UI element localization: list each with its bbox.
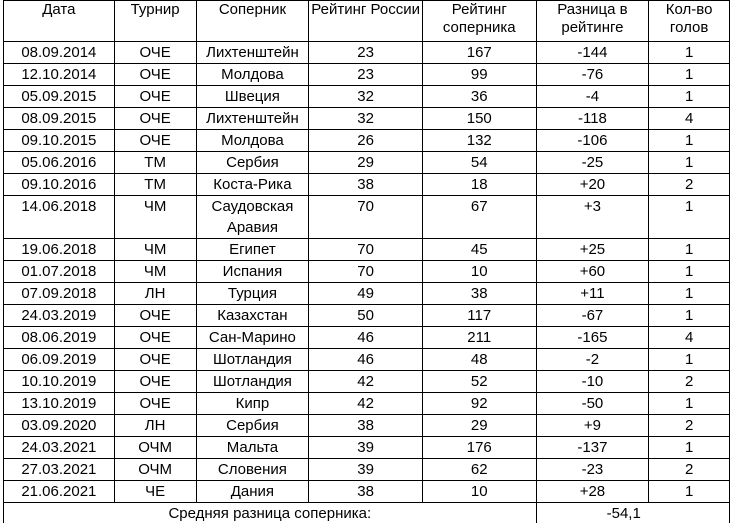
cell-opponent-rating: 10 bbox=[422, 481, 536, 503]
cell-date: 27.03.2021 bbox=[4, 459, 115, 481]
table-row bbox=[4, 174, 730, 196]
cell-rating-difference: -76 bbox=[536, 64, 649, 86]
table-row bbox=[4, 196, 730, 239]
table-row bbox=[4, 393, 730, 415]
cell-rating-difference: -144 bbox=[536, 42, 649, 64]
cell-tournament: ОЧЕ bbox=[114, 305, 196, 327]
cell-opponent-rating: 62 bbox=[422, 459, 536, 481]
cell-tournament: ЛН bbox=[114, 283, 196, 305]
cell-date: 01.07.2018 bbox=[4, 261, 115, 283]
table-row bbox=[4, 327, 730, 349]
cell-opponent: Молдова bbox=[196, 64, 309, 86]
cell-opponent: Лихтенштейн bbox=[196, 42, 309, 64]
cell-opponent: Молдова bbox=[196, 130, 309, 152]
cell-rating-difference: +20 bbox=[536, 174, 649, 196]
cell-russia-rating: 39 bbox=[309, 459, 423, 481]
cell-russia-rating: 39 bbox=[309, 437, 423, 459]
cell-goals: 1 bbox=[649, 130, 730, 152]
cell-tournament: ОЧМ bbox=[114, 459, 196, 481]
cell-goals: 1 bbox=[649, 86, 730, 108]
cell-tournament: ОЧЕ bbox=[114, 371, 196, 393]
table-row bbox=[4, 305, 730, 327]
cell-opponent: Египет bbox=[196, 239, 309, 261]
cell-russia-rating: 46 bbox=[309, 327, 423, 349]
cell-rating-difference: -137 bbox=[536, 437, 649, 459]
cell-rating-difference: -67 bbox=[536, 305, 649, 327]
cell-opponent: Сербия bbox=[196, 415, 309, 437]
table-row bbox=[4, 86, 730, 108]
table-row bbox=[4, 108, 730, 130]
cell-opponent: Сан-Марино bbox=[196, 327, 309, 349]
cell-date: 08.06.2019 bbox=[4, 327, 115, 349]
cell-tournament: ОЧЕ bbox=[114, 393, 196, 415]
cell-opponent-rating: 150 bbox=[422, 108, 536, 130]
cell-rating-difference: +3 bbox=[536, 196, 649, 239]
cell-russia-rating: 70 bbox=[309, 261, 423, 283]
cell-russia-rating: 70 bbox=[309, 196, 423, 239]
cell-goals: 1 bbox=[649, 437, 730, 459]
cell-russia-rating: 42 bbox=[309, 393, 423, 415]
cell-russia-rating: 38 bbox=[309, 174, 423, 196]
cell-tournament: ОЧЕ bbox=[114, 108, 196, 130]
cell-tournament: ОЧЕ bbox=[114, 42, 196, 64]
header-goals: Кол-во голов bbox=[649, 1, 730, 42]
cell-date: 03.09.2020 bbox=[4, 415, 115, 437]
cell-rating-difference: -10 bbox=[536, 371, 649, 393]
cell-rating-difference: +9 bbox=[536, 415, 649, 437]
match-table bbox=[3, 0, 730, 523]
cell-goals: 1 bbox=[649, 481, 730, 503]
table-row bbox=[4, 42, 730, 64]
cell-russia-rating: 42 bbox=[309, 371, 423, 393]
cell-opponent-rating: 36 bbox=[422, 86, 536, 108]
cell-date: 24.03.2021 bbox=[4, 437, 115, 459]
cell-rating-difference: +60 bbox=[536, 261, 649, 283]
cell-tournament: ОЧМ bbox=[114, 437, 196, 459]
cell-opponent: Шотландия bbox=[196, 371, 309, 393]
footer-label: Средняя разница соперника: bbox=[4, 503, 537, 523]
cell-goals: 1 bbox=[649, 349, 730, 371]
cell-rating-difference: -25 bbox=[536, 152, 649, 174]
cell-date: 14.06.2018 bbox=[4, 196, 115, 239]
cell-rating-difference: -118 bbox=[536, 108, 649, 130]
cell-rating-difference: -23 bbox=[536, 459, 649, 481]
table-row bbox=[4, 64, 730, 86]
cell-rating-difference: -106 bbox=[536, 130, 649, 152]
cell-date: 24.03.2019 bbox=[4, 305, 115, 327]
cell-opponent: Коста-Рика bbox=[196, 174, 309, 196]
cell-tournament: ОЧЕ bbox=[114, 130, 196, 152]
cell-goals: 4 bbox=[649, 327, 730, 349]
cell-date: 05.06.2016 bbox=[4, 152, 115, 174]
cell-opponent-rating: 117 bbox=[422, 305, 536, 327]
cell-opponent: Лихтенштейн bbox=[196, 108, 309, 130]
cell-opponent-rating: 211 bbox=[422, 327, 536, 349]
cell-goals: 2 bbox=[649, 459, 730, 481]
table-row bbox=[4, 349, 730, 371]
cell-opponent: Саудовская Аравия bbox=[196, 196, 309, 239]
cell-tournament: ЧМ bbox=[114, 196, 196, 239]
cell-goals: 1 bbox=[649, 152, 730, 174]
table-row bbox=[4, 481, 730, 503]
cell-tournament: ОЧЕ bbox=[114, 86, 196, 108]
cell-russia-rating: 29 bbox=[309, 152, 423, 174]
cell-date: 09.10.2016 bbox=[4, 174, 115, 196]
header-opponent: Соперник bbox=[196, 1, 309, 42]
cell-tournament: ОЧЕ bbox=[114, 64, 196, 86]
table-row bbox=[4, 283, 730, 305]
cell-russia-rating: 32 bbox=[309, 86, 423, 108]
table-row bbox=[4, 459, 730, 481]
cell-tournament: ОЧЕ bbox=[114, 349, 196, 371]
header-opponent-rating: Рейтинг соперника bbox=[422, 1, 536, 42]
cell-opponent: Мальта bbox=[196, 437, 309, 459]
cell-goals: 2 bbox=[649, 415, 730, 437]
cell-opponent-rating: 132 bbox=[422, 130, 536, 152]
cell-rating-difference: -165 bbox=[536, 327, 649, 349]
cell-date: 07.09.2018 bbox=[4, 283, 115, 305]
cell-opponent-rating: 18 bbox=[422, 174, 536, 196]
cell-opponent: Сербия bbox=[196, 152, 309, 174]
header-row bbox=[4, 1, 730, 42]
header-tournament: Турнир bbox=[114, 1, 196, 42]
cell-date: 12.10.2014 bbox=[4, 64, 115, 86]
cell-date: 08.09.2014 bbox=[4, 42, 115, 64]
cell-opponent: Дания bbox=[196, 481, 309, 503]
cell-tournament: ЧМ bbox=[114, 239, 196, 261]
cell-opponent-rating: 48 bbox=[422, 349, 536, 371]
table-row bbox=[4, 437, 730, 459]
cell-opponent: Казахстан bbox=[196, 305, 309, 327]
cell-tournament: ТМ bbox=[114, 174, 196, 196]
cell-date: 06.09.2019 bbox=[4, 349, 115, 371]
table-row bbox=[4, 239, 730, 261]
cell-opponent: Швеция bbox=[196, 86, 309, 108]
cell-opponent-rating: 99 bbox=[422, 64, 536, 86]
cell-russia-rating: 23 bbox=[309, 42, 423, 64]
table-row bbox=[4, 415, 730, 437]
cell-goals: 1 bbox=[649, 239, 730, 261]
cell-tournament: ТМ bbox=[114, 152, 196, 174]
cell-opponent-rating: 176 bbox=[422, 437, 536, 459]
cell-goals: 1 bbox=[649, 42, 730, 64]
cell-rating-difference: +25 bbox=[536, 239, 649, 261]
cell-opponent-rating: 29 bbox=[422, 415, 536, 437]
cell-goals: 2 bbox=[649, 174, 730, 196]
cell-goals: 1 bbox=[649, 196, 730, 239]
cell-date: 19.06.2018 bbox=[4, 239, 115, 261]
table-body bbox=[4, 42, 730, 503]
footer-row bbox=[4, 503, 730, 523]
cell-tournament: ЧЕ bbox=[114, 481, 196, 503]
cell-russia-rating: 26 bbox=[309, 130, 423, 152]
cell-date: 21.06.2021 bbox=[4, 481, 115, 503]
header-date: Дата bbox=[4, 1, 115, 42]
cell-opponent-rating: 10 bbox=[422, 261, 536, 283]
cell-rating-difference: -50 bbox=[536, 393, 649, 415]
cell-date: 09.10.2015 bbox=[4, 130, 115, 152]
cell-opponent-rating: 92 bbox=[422, 393, 536, 415]
cell-goals: 4 bbox=[649, 108, 730, 130]
cell-russia-rating: 50 bbox=[309, 305, 423, 327]
cell-date: 10.10.2019 bbox=[4, 371, 115, 393]
cell-rating-difference: -2 bbox=[536, 349, 649, 371]
cell-tournament: ЧМ bbox=[114, 261, 196, 283]
cell-goals: 1 bbox=[649, 64, 730, 86]
cell-opponent-rating: 52 bbox=[422, 371, 536, 393]
cell-opponent: Шотландия bbox=[196, 349, 309, 371]
cell-opponent: Турция bbox=[196, 283, 309, 305]
cell-rating-difference: +28 bbox=[536, 481, 649, 503]
footer-value: -54,1 bbox=[536, 503, 729, 523]
cell-date: 13.10.2019 bbox=[4, 393, 115, 415]
cell-date: 08.09.2015 bbox=[4, 108, 115, 130]
cell-goals: 2 bbox=[649, 371, 730, 393]
cell-opponent-rating: 167 bbox=[422, 42, 536, 64]
header-rating-difference: Разница в рейтинге bbox=[536, 1, 649, 42]
table-row bbox=[4, 371, 730, 393]
cell-opponent: Кипр bbox=[196, 393, 309, 415]
cell-goals: 1 bbox=[649, 393, 730, 415]
cell-russia-rating: 49 bbox=[309, 283, 423, 305]
cell-goals: 1 bbox=[649, 261, 730, 283]
cell-russia-rating: 23 bbox=[309, 64, 423, 86]
cell-rating-difference: -4 bbox=[536, 86, 649, 108]
header-russia-rating: Рейтинг России bbox=[309, 1, 423, 42]
cell-rating-difference: +11 bbox=[536, 283, 649, 305]
cell-russia-rating: 38 bbox=[309, 415, 423, 437]
cell-tournament: ЛН bbox=[114, 415, 196, 437]
cell-goals: 1 bbox=[649, 283, 730, 305]
table-row bbox=[4, 261, 730, 283]
table-row bbox=[4, 130, 730, 152]
cell-opponent: Словения bbox=[196, 459, 309, 481]
cell-opponent-rating: 67 bbox=[422, 196, 536, 239]
cell-opponent-rating: 38 bbox=[422, 283, 536, 305]
cell-russia-rating: 70 bbox=[309, 239, 423, 261]
cell-opponent-rating: 54 bbox=[422, 152, 536, 174]
cell-russia-rating: 32 bbox=[309, 108, 423, 130]
table-row bbox=[4, 152, 730, 174]
cell-opponent-rating: 45 bbox=[422, 239, 536, 261]
cell-tournament: ОЧЕ bbox=[114, 327, 196, 349]
cell-goals: 1 bbox=[649, 305, 730, 327]
cell-russia-rating: 38 bbox=[309, 481, 423, 503]
cell-opponent: Испания bbox=[196, 261, 309, 283]
cell-russia-rating: 46 bbox=[309, 349, 423, 371]
cell-date: 05.09.2015 bbox=[4, 86, 115, 108]
